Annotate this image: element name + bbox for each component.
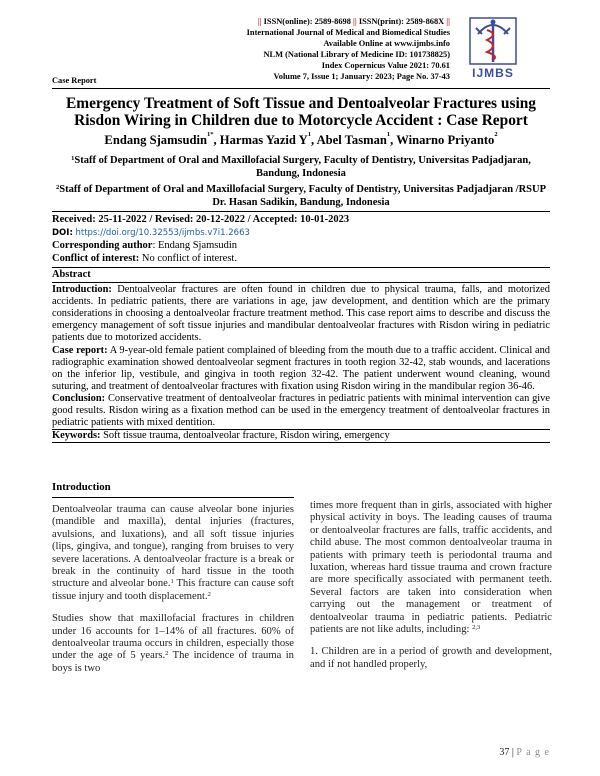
case-text: A 9-year-old female patient complained of bleeding from the mouth due to a traffic accident. Clinical and radiographic examination showed dentoalveolar segment fractures in tooth region 32-42, stab wounds, and lacerations on the inferior lip, vestibule, and gingiva in tooth region 32-42. The patient underwent wound cleaning, wound suturing, and treatment of dentoalveolar fractures with fixation using Risdon wiring in the mandibular region 36-46. bbox=[52, 344, 550, 392]
case-label: Case report: bbox=[52, 344, 108, 356]
introduction-divider bbox=[52, 497, 294, 498]
affiliation-mark: 2 bbox=[56, 184, 60, 191]
author-name: Harmas Yazid Y bbox=[219, 133, 308, 147]
header-divider bbox=[52, 88, 550, 89]
issn-online: ISSN(online): 2589-8698 bbox=[263, 17, 351, 26]
keywords-label: Keywords: bbox=[52, 430, 101, 442]
journal-logo-text: IJMBS bbox=[472, 66, 514, 80]
corresponding-label: Corresponding author bbox=[52, 240, 153, 251]
page-number: 37 bbox=[499, 747, 510, 758]
affiliation-text: Staff of Department of Oral and Maxillofacial Surgery, Faculty of Dentistry, Universitas Padjadjaran, Bandung, Indonesia bbox=[74, 155, 531, 179]
keywords-divider bbox=[52, 429, 550, 430]
nlm-id: NLM (National Library of Medicine ID: 101738825) bbox=[263, 50, 450, 59]
citation: 2,3 bbox=[472, 624, 481, 632]
abstract-case-report bbox=[52, 345, 550, 393]
author-name: Endang Sjamsudin bbox=[104, 133, 207, 147]
affiliation-2 bbox=[52, 184, 550, 209]
journal-logo-icon bbox=[458, 12, 528, 74]
author-mark: 2 bbox=[494, 131, 498, 138]
author-mark: 1* bbox=[206, 131, 214, 138]
left-column bbox=[52, 504, 294, 685]
right-column bbox=[310, 500, 552, 681]
affiliation-1 bbox=[52, 155, 550, 180]
p3a: times more frequent than in girls, associated with higher physical activity in boys. The leading causes of trauma or dentoalveolar fractures are falls, traffic accidents, and child abuse. The most common dentoalveolar trauma in patients with primary teeth is periodontal trauma and luxation, whereas hard tissue trauma and crown fracture are more specifically associated with permanent teeth. Several factors are taken into consideration when carrying out the management or treatment of dentoalveolar trauma in pediatric patients. Pediatric patients are not like adults, including: bbox=[310, 500, 552, 636]
doi bbox=[52, 227, 550, 240]
citation: 2 bbox=[207, 590, 211, 598]
author-mark: 1 bbox=[307, 131, 311, 138]
affiliation-mark: 1 bbox=[71, 155, 75, 162]
intro-label: Introduction: bbox=[52, 284, 112, 296]
p2b: The incidence of trauma in boys is two bbox=[52, 650, 294, 674]
p2a: Studies show that maxillofacial fractures in children under 16 accounts for 1–14% of all fractures. 60% of dentoalveolar trauma occurs in children, especially those under the age of 5 years. bbox=[52, 613, 294, 662]
author-name: Winarno Priyanto bbox=[396, 133, 495, 147]
affiliation-divider bbox=[52, 211, 550, 212]
dates: Received: 25-11-2022 / Revised: 20-12-2022 / Accepted: 10-01-2023 bbox=[52, 214, 350, 225]
conclusion-text: Conservative treatment of dentoalveolar fractures in pediatric patients with minimal intervention can give good results. Risdon wiring as a fixation method can be used in the emergency treatment of dentoalveolar fractures in pediatric patients with mixed dentition. bbox=[52, 392, 550, 429]
author-name: Abel Tasman bbox=[316, 133, 387, 147]
index-copernicus: Index Copernicus Value 2021: 70.61 bbox=[321, 61, 450, 70]
volume-info: Volume 7, Issue 1; January: 2023; Page No. 37-43 bbox=[273, 72, 450, 81]
conflict-value: No conflict of interest. bbox=[139, 253, 237, 264]
abstract-introduction bbox=[52, 284, 550, 344]
citation: 2 bbox=[165, 650, 169, 658]
keywords bbox=[52, 430, 550, 442]
author-mark: 1 bbox=[386, 131, 391, 138]
paragraph bbox=[52, 613, 294, 675]
abstract-heading: Abstract bbox=[52, 269, 91, 280]
p1b: This fracture can cause soft tissue injury and tooth displacement. bbox=[52, 578, 294, 602]
paragraph bbox=[52, 504, 294, 603]
conflict-of-interest bbox=[52, 253, 550, 266]
meta-divider bbox=[52, 267, 550, 268]
abstract-conclusion bbox=[52, 393, 550, 429]
conflict-label: Conflict of interest: bbox=[52, 253, 140, 264]
article-type: Case Report bbox=[52, 76, 97, 85]
paragraph bbox=[310, 646, 552, 671]
author-list: Endang Sjamsudin$^{1*}$, Harmas Yazid $Y^1$, Abel Tasman$^1$, Winarno Priyanto$^2$ bbox=[104, 131, 498, 147]
intro-text: Dentoalveolar fractures are often found in children due to physical trauma, falls, and motorized accidents. In pediatric patients, there are variations in age, jaw development, and dentition which are the primary considerations in choosing a dentoalveolar fracture treatment method. This case report aims to describe and discuss the emergency management of soft tissue injuries and mandibular dentoalveolar fractures with Risdon wiring in pediatric patients due to motorized accidents. bbox=[52, 284, 550, 344]
corresponding-author bbox=[52, 240, 550, 253]
affiliation-text: Staff of Department of Oral and Maxillofacial Surgery, Faculty of Dentistry, Universitas Padjadjaran /RSUP Dr. Hasan Sadikin, Bandung, Indonesia bbox=[59, 184, 546, 208]
journal-name: International Journal of Medical and Biomedical Studies bbox=[246, 28, 450, 37]
page-footer bbox=[499, 747, 550, 758]
keywords-text: Soft tissue trauma, dentoalveolar fracture, Risdon wiring, emergency bbox=[100, 430, 390, 442]
issn-line: || ISSN(online): 2589-8698 || ISSN(print): 2589-868X || bbox=[257, 17, 450, 26]
citation: 1 bbox=[170, 578, 174, 586]
doi-link[interactable]: https://doi.org/10.32553/ijmbs.v7i1.2663 bbox=[75, 228, 250, 238]
corresponding-value: : Endang Sjamsudin bbox=[152, 240, 238, 251]
page-word: P a g e bbox=[516, 747, 550, 758]
paragraph bbox=[310, 500, 552, 636]
page-separator: | bbox=[509, 747, 517, 758]
p4: 1. Children are in a period of growth and development, and if not handled properly, bbox=[310, 646, 552, 670]
introduction-heading: Introduction bbox=[52, 481, 111, 493]
abstract bbox=[52, 269, 550, 443]
abstract-bottom-divider bbox=[52, 442, 550, 443]
available-online: Available Online at www.ijmbs.info bbox=[323, 39, 450, 48]
issn-print: ISSN(print): 2589-868X bbox=[358, 17, 445, 26]
abstract-divider bbox=[52, 282, 550, 283]
article-title: Emergency Treatment of Soft Tissue and Dentoalveolar Fractures using Risdon Wiring in Children due to Motorcycle Accident : Case Report bbox=[66, 95, 536, 129]
p1a: Dentoalveolar trauma can cause alveolar bone injuries (mandible and maxilla), dental injuries (fractures, avulsions, and luxations), and all soft tissue injuries (lips, gingiva, and tongue), ranging from bruises to very severe lacerations. A dentoalveolar fracture is a break or break in the continuity of hard tissue in the tooth structure and alveolar bone. bbox=[52, 504, 294, 590]
conclusion-label: Conclusion: bbox=[52, 392, 106, 404]
doi-label: DOI: bbox=[52, 228, 73, 238]
